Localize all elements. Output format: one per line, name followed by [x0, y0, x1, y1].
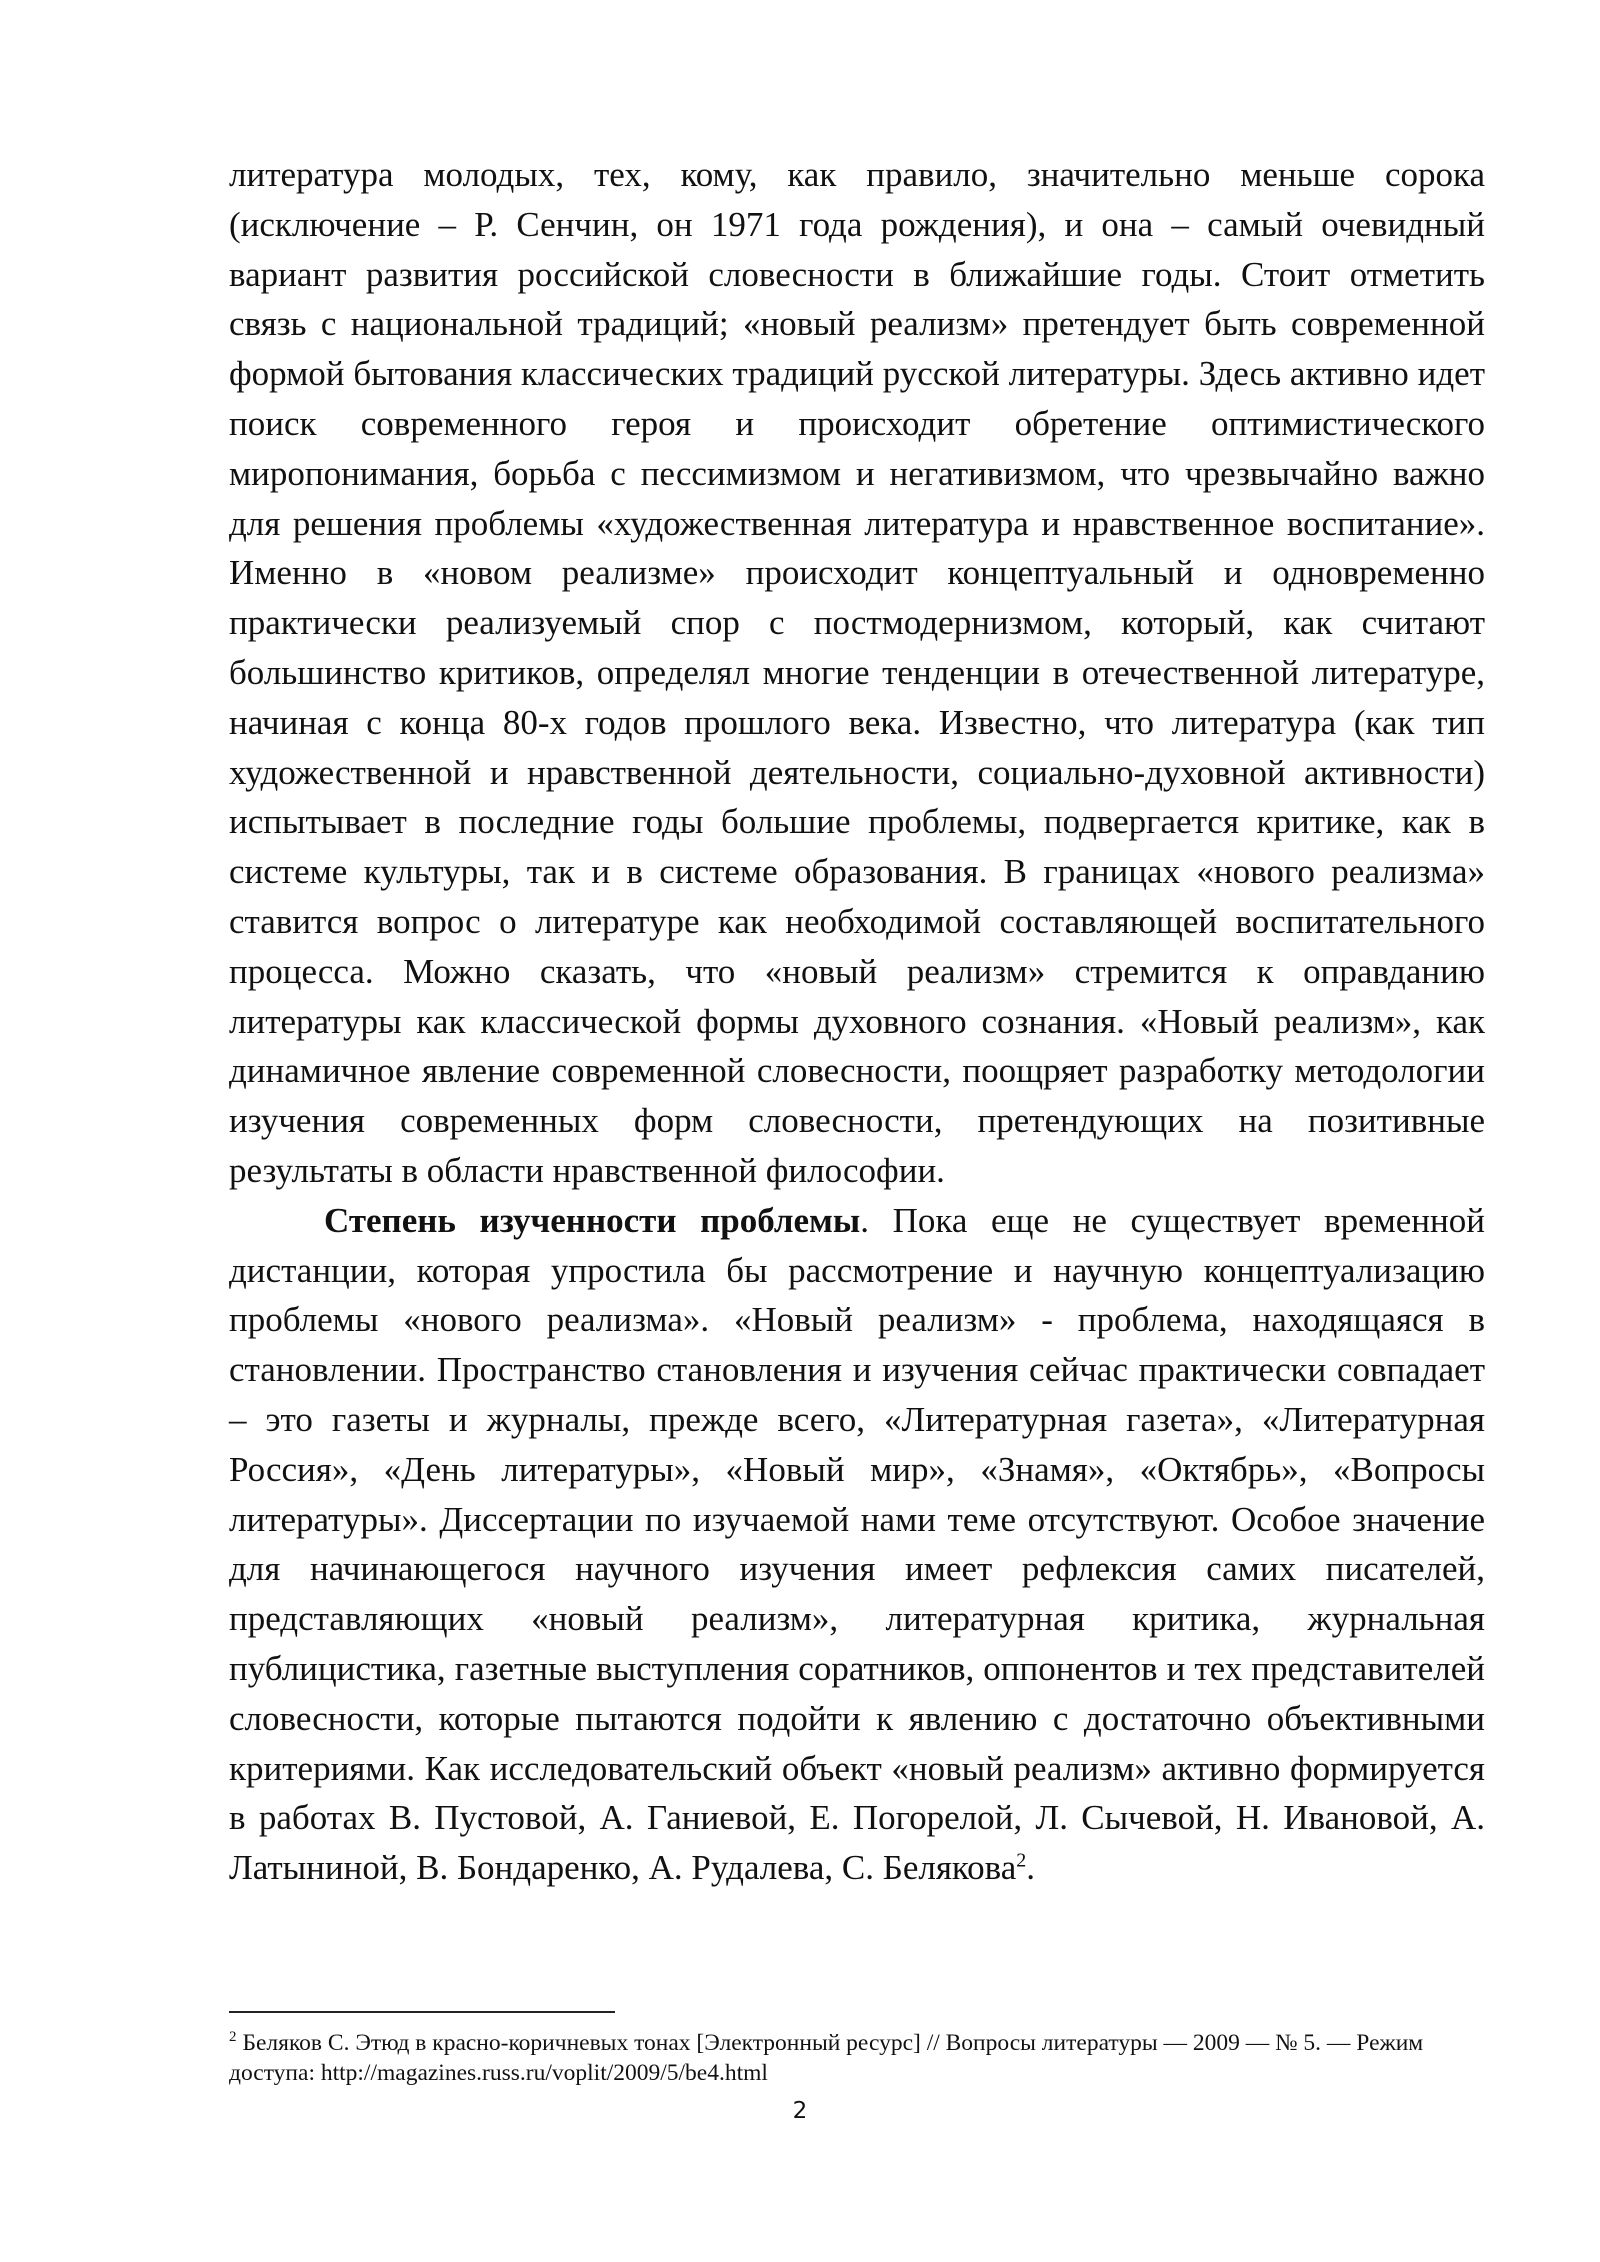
paragraph-research-degree: [229, 1196, 1485, 1893]
footnote-marker: 2: [229, 2029, 237, 2046]
paragraph-intro: [229, 150, 1485, 1196]
footnote-reference[interactable]: 2: [1016, 1849, 1027, 1872]
section-heading: Степень изученности проблемы: [324, 1200, 861, 1240]
paragraph-end-punctuation: .: [1026, 1848, 1036, 1888]
page-number: 2: [792, 2098, 808, 2124]
footnote-text: Беляков С. Этюд в красно-коричневых тонах [Электронный ресурс] // Вопросы литературы — 2009 — № 5. — Режим доступа: http://magazines.russ.ru/voplit/2009/5/be4.html: [229, 2030, 1424, 2086]
main-text: [229, 150, 1485, 1893]
footnote: [229, 2028, 1485, 2088]
paragraph-intro-text: литература молодых, тех, кому, как правило, значительно меньше сорока (исключение – Р. Сенчин, он 1971 года рождения), и она – самый очевидный вариант развития российской словесности в ближайшие годы. Стоит отметить связь с национальной традиций; «новый реализм» претендует быть современной формой бытования классических традиций русской литературы. Здесь активно идет поиск современного героя и происходит обретение оптимистического миропонимания, борьба с пессимизмом и негативизмом, что чрезвычайно важно для решения проблемы «художественная литература и нравственное воспитание». Именно в «новом реализме» происходит концептуальный и одновременно практически реализуемый спор с постмодернизмом, который, как считают большинство критиков, определял многие тенденции в отечественной литературе, начиная с конца 80-х годов прошлого века. Известно, что литература (как тип художественной и нравственной деятельности, социально-духовной активности) испытывает в последние годы большие проблемы, подвергается критике, как в системе культуры, так и в системе образования. В границах «нового реализма» ставится вопрос о литературе как необходимой составляющей воспитательного процесса. Можно сказать, что «новый реализм» стремится к оправданию литературы как классической формы духовного сознания. «Новый реализм», как динамичное явление современной словесности, поощряет разработку методологии изучения современных форм словесности, претендующих на позитивные результаты в области нравственной философии.: [229, 155, 1485, 1190]
paragraph-research-degree-text: . Пока еще не существует временной дистанции, которая упростила бы рассмотрение и научную концептуализацию проблемы «нового реализма». «Новый реализм» - проблема, находящаяся в становлении. Пространство становления и изучения сейчас практически совпадает – это газеты и журналы, прежде всего, «Литературная газета», «Литературная Россия», «День литературы», «Новый мир», «Знамя», «Октябрь», «Вопросы литературы». Диссертации по изучаемой нами теме отсутствуют. Особое значение для начинающегося научного изучения имеет рефлексия самих писателей, представляющих «новый реализм», литературная критика, журнальная публицистика, газетные выступления соратников, оппонентов и тех представителей словесности, которые пытаются подойти к явлению с достаточно объективными критериями. Как исследовательский объект «новый реализм» активно формируется в работах В. Пустовой, А. Ганиевой, Е. Погорелой, Л. Сычевой, Н. Ивановой, А. Латыниной, В. Бондаренко, А. Рудалева, С. Белякова: [229, 1200, 1485, 1888]
footnote-separator: [229, 2011, 615, 2013]
